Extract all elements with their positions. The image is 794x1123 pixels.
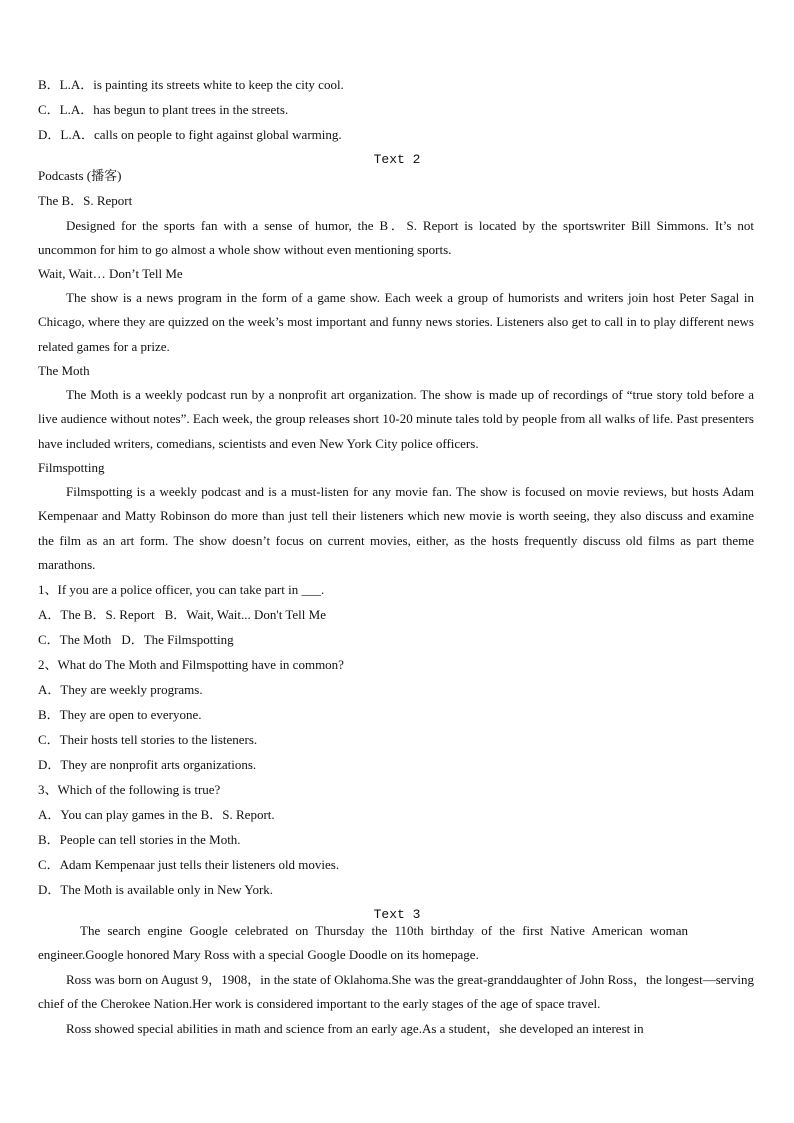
option-d: D．L.A．calls on people to fight against global warming.: [38, 127, 342, 142]
podcast-description: The Moth is a weekly podcast run by a nonprofit art organization. The show is made up of recordings of “true story told before a live audience without notes”. Each week, the group releases short 10-20 minute tales told by people from all walks of life. Past presenters have included writers, comedians, scientists and even New York City police officers.: [38, 387, 754, 451]
text2-intro: Podcasts (播客): [38, 168, 122, 183]
option-d: D．The Filmspotting: [121, 632, 234, 647]
text3-heading: Text 3: [373, 907, 421, 922]
option-b: B．L.A．is painting its streets white to keep the city cool.: [38, 77, 344, 92]
podcast-description: Designed for the sports fan with a sense of humor, the B．S. Report is located by the sportswriter Bill Simmons. It’s not uncommon for him to go almost a whole show without even mentioning sports.: [38, 218, 754, 258]
option-d: D．The Moth is available only in New York.: [38, 882, 274, 897]
podcast-title: The B．S. Report: [38, 193, 133, 208]
option-c: C．The Moth: [38, 632, 112, 647]
question-stem: 2、What do The Moth and Filmspotting have in common?: [38, 657, 344, 672]
podcast-description: The show is a news program in the form of a game show. Each week a group of humorists and writers join host Peter Sagal in Chicago, where they are quizzed on the week’s most important and funny news stories. Listeners also get to call in to play different news related games for a prize.: [38, 290, 754, 354]
text3-paragraph: Ross showed special abilities in math and science from an early age.As a student，she developed an interest in: [66, 1021, 644, 1036]
text2-heading: Text 2: [373, 152, 421, 167]
option-a: A．They are weekly programs.: [38, 682, 203, 697]
option-c: C．Adam Kempenaar just tells their listeners old movies.: [38, 857, 340, 872]
option-c: C．Their hosts tell stories to the listeners.: [38, 732, 258, 747]
podcast-title: Wait, Wait… Don’t Tell Me: [38, 266, 183, 281]
option-a: A．You can play games in the B．S. Report.: [38, 807, 275, 822]
question-options-row: [38, 632, 234, 648]
question-options-row: [38, 607, 326, 623]
option-b: B．People can tell stories in the Moth.: [38, 832, 241, 847]
text3-paragraph: The search engine Google celebrated on Thursday the 110th birthday of the first Native American woman engineer.Google honored Mary Ross with a special Google Doodle on its homepage.: [38, 923, 688, 963]
podcast-description: Filmspotting is a weekly podcast and is a must-listen for any movie fan. The show is focused on movie reviews, but hosts Adam Kempenaar and Matty Robinson do more than just tell their listeners which new movie is worth seeing, they also discuss and examine the film as an art form. The show doesn’t focus on current movies, either, as the hosts frequently discuss old films as part theme marathons.: [38, 484, 754, 572]
text3-paragraph: Ross was born on August 9，1908，in the state of Oklahoma.She was the great-granddaughter of John Ross，the longest—serving chief of the Cherokee Nation.Her work is considered important to the early stages of the age of space travel.: [38, 972, 754, 1012]
option-d: D．They are nonprofit arts organizations.: [38, 757, 257, 772]
question-stem: 1、If you are a police officer, you can take part in ___.: [38, 582, 325, 597]
option-b: B．Wait, Wait... Don't Tell Me: [164, 607, 326, 622]
question-stem: 3、Which of the following is true?: [38, 782, 221, 797]
podcast-title: The Moth: [38, 363, 90, 378]
option-a: A．The B．S. Report: [38, 607, 155, 622]
option-b: B．They are open to everyone.: [38, 707, 202, 722]
option-c: C．L.A．has begun to plant trees in the streets.: [38, 102, 289, 117]
podcast-title: Filmspotting: [38, 460, 105, 475]
